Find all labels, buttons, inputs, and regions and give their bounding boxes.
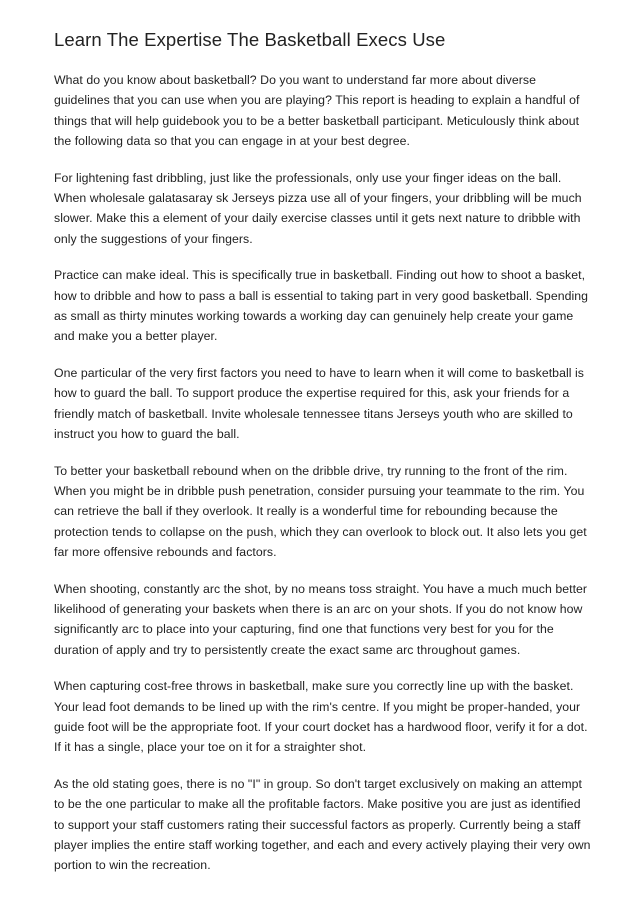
paragraph-teamwork: As the old stating goes, there is no "I" in group. So don't target exclusively on making an attempt to be the one particular to make all the profitable factors. Make positive you are just as identified to support your staff customers rating their successful factors as properly. Currently being a staff player implies the entire staff working together, and each and every actively playing their very own portion to win the recreation.	[54, 777, 591, 873]
paragraph-rebounding: To better your basketball rebound when on the dribble drive, try running to the front of the rim. When you might be in dribble push penetration, consider pursuing your teammate to the rim. You can retrieve the ball if they overlook. It really is a wonderful time for rebounding because the protection tends to collapse on the push, which they can overlook to block out. It also lets you get far more offensive rebounds and factors.	[54, 463, 587, 559]
paragraph-practice: Practice can make ideal. This is specifically true in basketball. Finding out how to shoot a basket, how to dribble and how to pass a ball is essential to taking part in very good basketball. Spending as small as thirty minutes working towards a working day can genuinely help create your game and make you a better player.	[54, 268, 589, 344]
paragraph-shooting-arc: When shooting, constantly arc the shot, by no means toss straight. You have a much much better likelihood of generating your baskets when there is an arc on your shots. If you do not know how significantly arc to place into your capturing, find one that functions very best for you for the duration of apply and try to persistently create the exact same arc throughout games.	[54, 581, 588, 657]
paragraph-guarding: One particular of the very first factors you need to have to learn when it will come to basketball is how to guard the ball. To support produce the expertise required for this, ask your friends for a friendly match of basketball. Invite wholesale tennessee titans Jerseys youth who are skilled to instruct you how to guard the ball.	[54, 366, 584, 441]
paragraph-free-throws: When capturing cost-free throws in basketball, make sure you correctly line up with the basket. Your lead foot demands to be lined up with the rim's centre. If you might be proper-handed, your guide foot will be the appropriate foot. If your court docket has a hardwood floor, verify it for a dot. If it has a single, place your toe on it for a straighter shot.	[54, 679, 588, 755]
page-title: Learn The Expertise The Basketball Execs Use	[54, 29, 446, 50]
paragraph-intro: What do you know about basketball? Do you want to understand far more about diverse guidelines that you can use when you are playing? This report is heading to explain a handful of things that will help guidebook you to be a better basketball participant. Meticulously think about the following data so that you can engage in at your best degree.	[54, 73, 580, 148]
document-page	[54, 28, 594, 892]
paragraph-dribbling: For lightening fast dribbling, just like the professionals, only use your finger ideas on the ball. When wholesale galatasaray sk Jerseys pizza use all of your fingers, your dribbling will be much slower. Make this a element of your daily exercise classes until it gets next nature to dribble with only the suggestions of your fingers.	[54, 170, 582, 246]
